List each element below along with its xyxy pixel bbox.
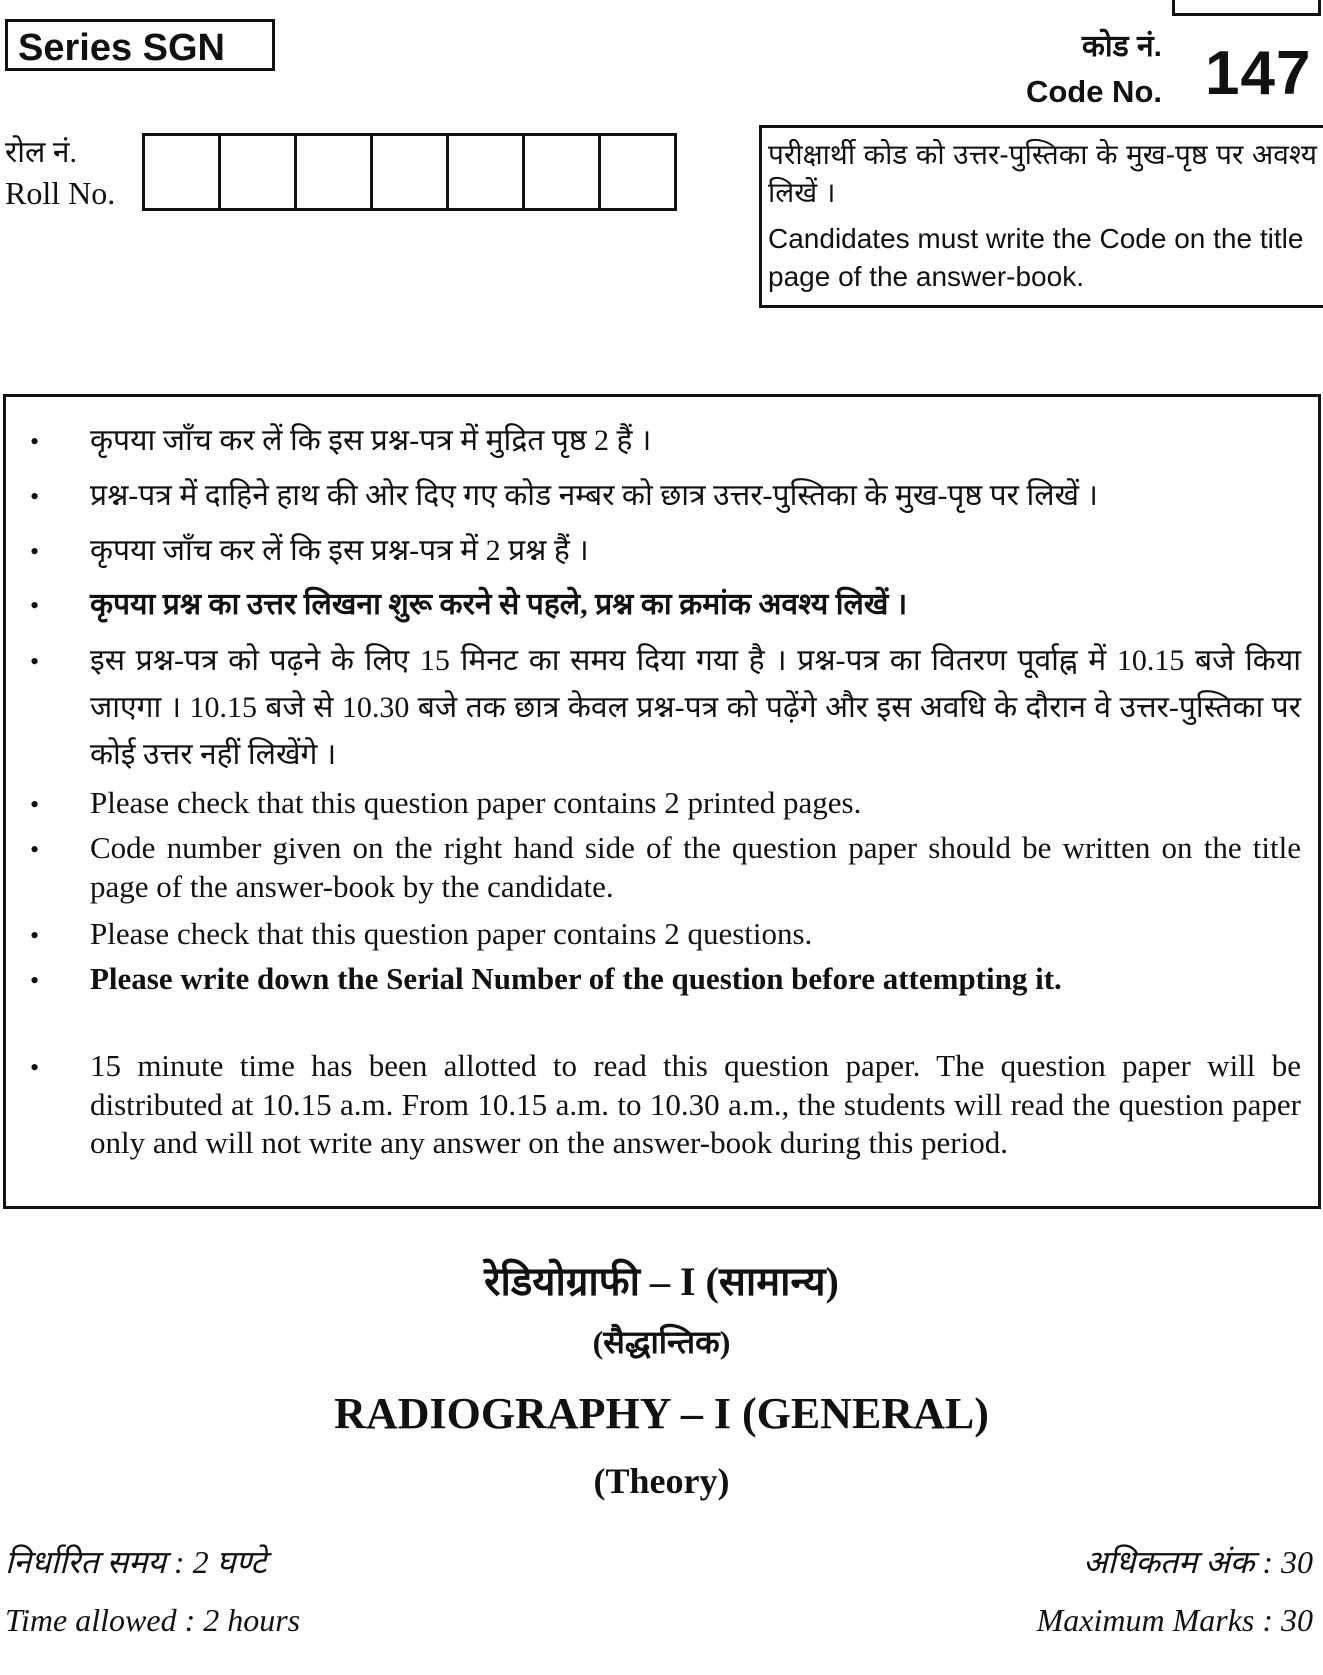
instruction-text: Code number given on the right hand side of the question paper should be written on the title page of the answer-book by the candidate. (90, 830, 1301, 904)
instruction-text: Please check that this question paper contains 2 questions. (90, 916, 813, 951)
bullet-icon: • (30, 537, 40, 566)
roll-label-hindi: रोल नं. (5, 136, 78, 169)
info-english: Candidates must write the Code on the title page of the answer-book. (768, 223, 1304, 292)
instruction-text: प्रश्न-पत्र में दाहिने हाथ की ओर दिए गए कोड नम्बर को छात्र उत्तर-पुस्तिका के मुख-पृष्ठ पर लिखें । (90, 479, 1098, 512)
roll-digit-box[interactable] (221, 136, 297, 208)
time-allowed-english: Time allowed : 2 hours (5, 1602, 301, 1638)
roll-digit-box[interactable] (525, 136, 601, 208)
bullet-icon: • (30, 835, 40, 864)
code-label-hindi: कोड नं. (1081, 30, 1162, 63)
instruction-text: 15 minute time has been allotted to read this question paper. The question paper will be distributed at 10.15 a.m. From 10.15 a.m. to 10.30 a.m., the students will read the question paper only and will not write any answer on the answer-book during this period. (90, 1048, 1301, 1160)
roll-digit-box[interactable] (373, 136, 449, 208)
title-hindi: रेडियोग्राफी – I (सामान्य) (484, 1259, 839, 1304)
subtitle-hindi: (सैद्धान्तिक) (592, 1324, 731, 1360)
code-number: 147 (1205, 39, 1312, 108)
instruction-text: Please write down the Serial Number of the question before attempting it. (90, 961, 1062, 996)
max-marks-hindi: अधिकतम अंक : 30 (1082, 1544, 1313, 1580)
bullet-icon: • (30, 1053, 40, 1082)
bullet-icon: • (30, 427, 40, 456)
instruction-text: कृपया प्रश्न का उत्तर लिखना शुरू करने से पहले, प्रश्न का क्रमांक अवश्य लिखें । (90, 588, 908, 621)
roll-digit-box[interactable] (601, 136, 674, 208)
subtitle-english: (Theory) (593, 1461, 730, 1501)
bullet-icon: • (30, 482, 40, 511)
info-hindi: परीक्षार्थी कोड को उत्तर-पुस्तिका के मुख-पृष्ठ पर अवश्य लिखें । (768, 139, 1317, 208)
candidate-info-box (759, 125, 1323, 308)
bullet-icon: • (30, 966, 40, 995)
instructions-box (3, 394, 1321, 1209)
roll-number-boxes[interactable] (142, 133, 677, 211)
bullet-icon: • (30, 921, 40, 950)
bullet-icon: • (30, 647, 40, 676)
roll-digit-box[interactable] (145, 136, 221, 208)
instruction-text: Please check that this question paper contains 2 printed pages. (90, 785, 862, 820)
time-allowed-hindi: निर्धारित समय : 2 घण्टे (5, 1544, 267, 1580)
top-corner-box (1172, 0, 1321, 16)
roll-label-english: Roll No. (5, 175, 116, 211)
instruction-text: इस प्रश्न-पत्र को पढ़ने के लिए 15 मिनट का समय दिया गया है । प्रश्न-पत्र का वितरण पूर्वाह्न में 10.15 बजे किया जाएगा । 10.15 बजे से 10.30 बजे तक छात्र केवल प्रश्न-पत्र को पढ़ेंगे और इस अवधि के दौरान वे उत्तर-पुस्तिका पर कोई उत्तर नहीं लिखेंगे । (90, 644, 1301, 771)
instruction-text: कृपया जाँच कर लें कि इस प्रश्न-पत्र में मुद्रित पृष्ठ 2 हैं । (90, 424, 652, 457)
title-english: RADIOGRAPHY – I (GENERAL) (334, 1389, 989, 1438)
bullet-icon: • (30, 790, 40, 819)
code-label-english: Code No. (1025, 74, 1162, 109)
bullet-icon: • (30, 591, 40, 620)
instruction-text: कृपया जाँच कर लें कि इस प्रश्न-पत्र में 2 प्रश्न हैं । (90, 534, 589, 567)
roll-digit-box[interactable] (449, 136, 525, 208)
series-label: Series SGN (5, 19, 275, 71)
roll-digit-box[interactable] (297, 136, 373, 208)
max-marks-english: Maximum Marks : 30 (1036, 1602, 1313, 1638)
